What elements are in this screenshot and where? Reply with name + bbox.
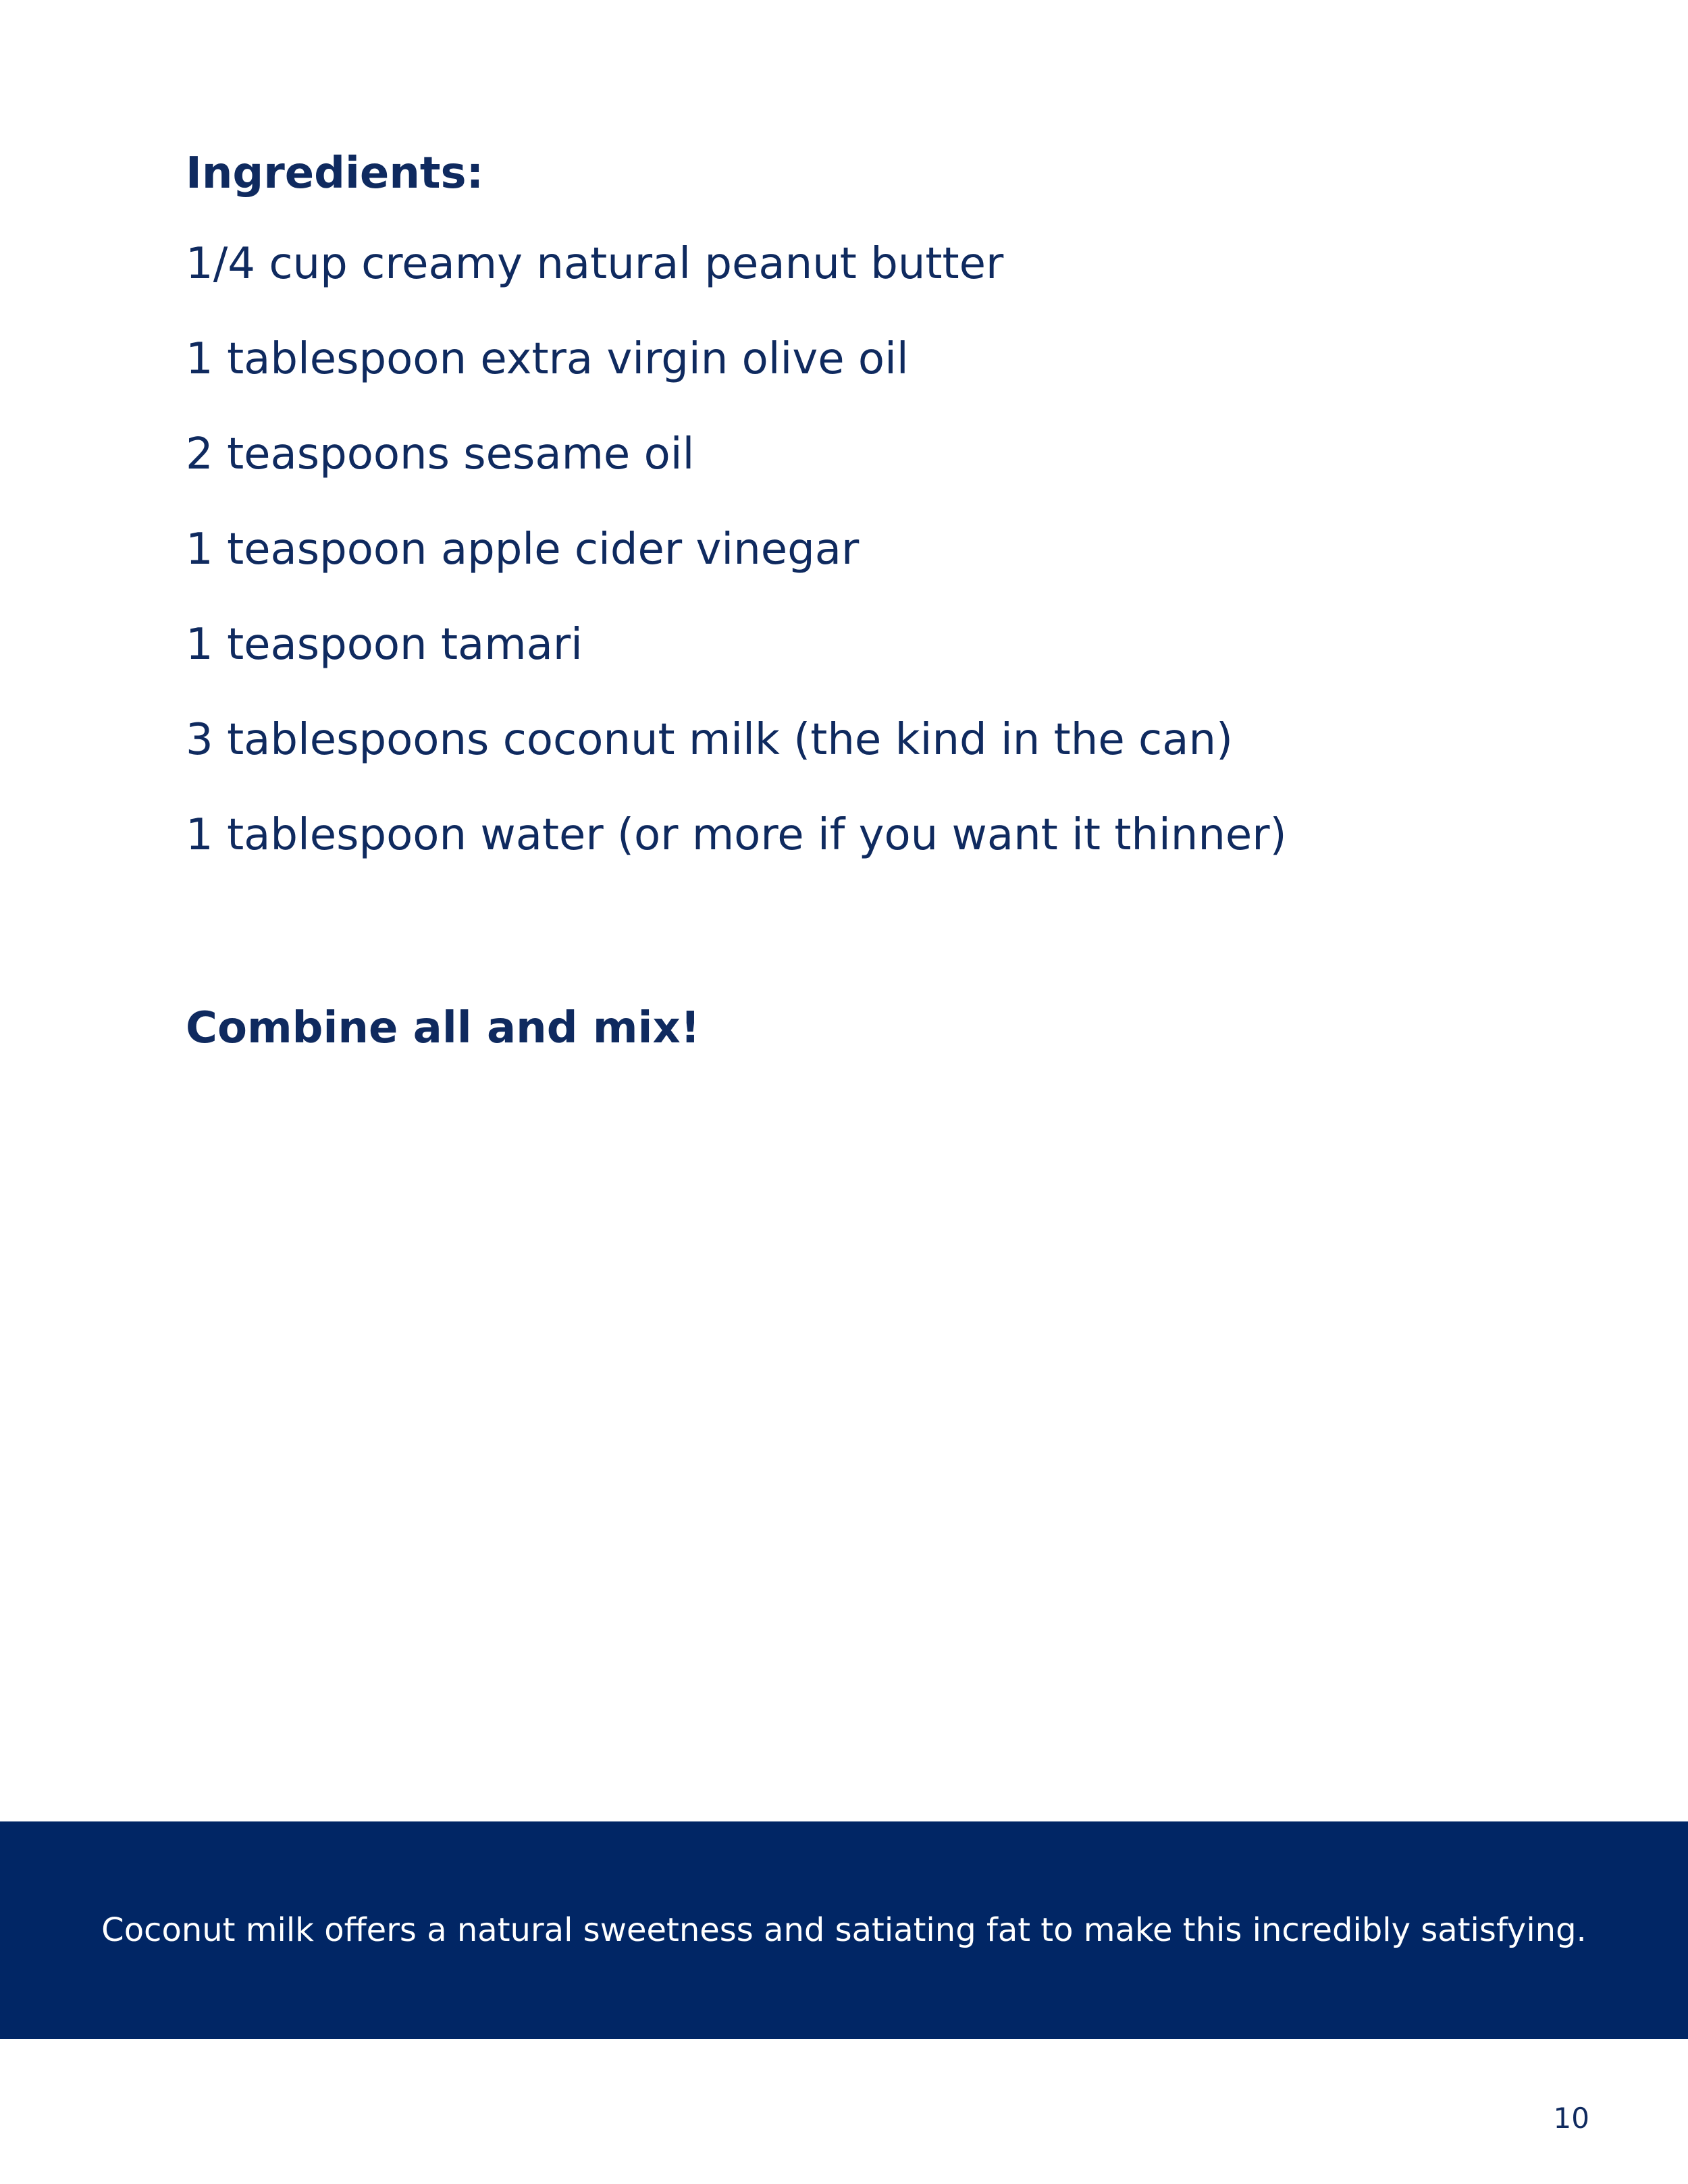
ingredient-list (186, 238, 1287, 904)
tip-banner-text: Coconut milk offers a natural sweetness and satiating fat to make this incredibly satisfying. (101, 1911, 1587, 1949)
ingredient-item: 2 teaspoons sesame oil (186, 429, 695, 479)
tip-banner (0, 1821, 1688, 2039)
ingredient-item: 1 teaspoon tamari (186, 620, 583, 670)
page-number: 10 (1553, 2102, 1589, 2135)
ingredient-item: 1 tablespoon extra virgin olive oil (186, 334, 909, 384)
ingredient-item: 1 tablespoon water (or more if you want it thinner) (186, 810, 1287, 860)
ingredient-item: 1 teaspoon apple cider vinegar (186, 525, 860, 575)
instruction-text: Combine all and mix! (186, 1003, 700, 1053)
ingredient-item: 1/4 cup creamy natural peanut butter (186, 239, 1004, 289)
ingredient-item: 3 tablespoons coconut milk (the kind in the can) (186, 715, 1233, 765)
ingredients-heading: Ingredients: (186, 149, 484, 198)
